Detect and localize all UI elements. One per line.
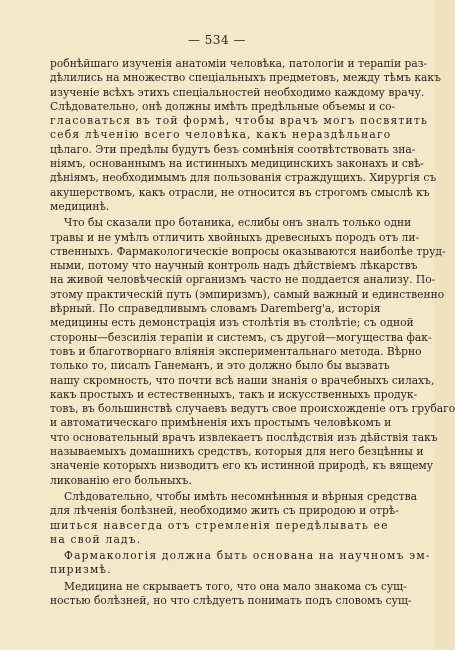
text-line: робнѣйшаго изученія анатоміи человѣка, патологіи и терапіи раз-: [50, 57, 428, 70]
text-line: гласоваться въ той формѣ, чтобы врачъ могъ посвятить: [50, 114, 428, 128]
text-line: цѣлаго. Эти предѣлы будутъ безъ сомнѣнія соотвѣтствовать зна-: [50, 142, 416, 156]
text-line: дѣніямъ, необходимымъ для пользованія страждущихъ. Хирургія съ: [50, 171, 437, 185]
text-line: на живой человѣческій организмъ часто не поддается анализу. По-: [50, 273, 436, 287]
text-line: стороны—безсилія терапіи и системъ, съ другой—могущества фак-: [50, 330, 432, 344]
text-line: шиться навсегда отъ стремленія передѣлывать ее: [50, 518, 389, 532]
text-line: называемыхъ домашнихъ средствъ, которыя для него безцѣнны и: [50, 445, 424, 459]
text-line: травы и не умѣлъ отличить хвойныхъ древесныхъ породъ отъ ли-: [50, 230, 420, 244]
text-line: вѣрный. По справедливымъ словамъ Daremberg'а, исторія: [50, 302, 381, 316]
paragraph-3: [50, 489, 418, 547]
text-line: значеніе которыхъ низводитъ его къ истинной природѣ, къ вящему: [50, 459, 434, 473]
text-line: товъ и благотворнаго вліянія экспериментальнаго метода. Вѣрно: [50, 344, 422, 358]
text-line: Слѣдовательно, чтобы имѣть несомнѣнныя и вѣрныя средства: [64, 489, 418, 503]
text-line: этому практическій путь (эмпиризмъ), самый важный и единственно: [50, 287, 445, 301]
text-line: медицинѣ.: [50, 199, 110, 213]
text-line: ными, потому что научный контроль надъ дѣйствіемъ лѣкарствъ: [50, 259, 418, 273]
paragraph-2: [50, 216, 455, 488]
text-line: Что бы сказали про ботаника, еслибы онъ зналъ только одни: [64, 216, 412, 230]
text-line: нашу скромность, что почти всѣ наши знанія о врачебныхъ силахъ,: [50, 373, 435, 387]
text-line: и автоматическаго примѣненія ихъ простымъ человѣкомъ и: [50, 416, 392, 430]
text-line: только то, писалъ Ганеманъ, и это должно было бы вызвать: [50, 359, 390, 373]
text-line: что основательный врачъ извлекаетъ послѣдствія изъ дѣйствія такъ: [50, 430, 438, 444]
text-line: на свой ладъ.: [50, 532, 142, 546]
text-line: какъ простыхъ и естественныхъ, такъ и искусственныхъ продук-: [50, 387, 418, 401]
page-number: — 534 —: [187, 33, 247, 47]
text-line: товъ, въ большинствѣ случаевъ ведутъ свое происхожденіе отъ грубаго: [50, 402, 455, 416]
text-line: изученіе всѣхъ этихъ спеціальностей необходимо каждому врачу.: [50, 85, 425, 99]
body-text: [50, 57, 455, 610]
paragraph-5: [50, 579, 412, 609]
text-line: ственныхъ. Фармакологическіе вопросы оказываются наиболѣе труд-: [50, 244, 446, 258]
text-line: ностью болѣзней, но что слѣдуетъ понимать подъ словомъ сущ-: [50, 593, 412, 607]
text-line: ликованію его больныхъ.: [50, 473, 192, 487]
paragraph-4: [50, 549, 431, 578]
text-line: пиризмѣ.: [50, 563, 112, 577]
text-line: ніямъ, основаннымъ на истинныхъ медицинскихъ законахъ и свѣ-: [50, 157, 424, 171]
text-line: Медицина не скрываетъ того, что она мало знакома съ сущ-: [64, 579, 407, 593]
text-line: себя лѣченію всего человѣка, какъ нераздѣльнаго: [50, 128, 392, 142]
text-line: медицины есть демонстрація изъ столѣтія въ столѣтіе; съ одной: [50, 316, 414, 330]
text-line: дѣлились на множество спеціальныхъ предметовъ, между тѣмъ какъ: [50, 71, 441, 85]
paragraph-1: [50, 57, 441, 214]
text-line: для лѣченія болѣзней, необходимо жить съ природою и отрѣ-: [50, 504, 399, 518]
text-line: Фармакологія должна быть основана на научномъ эм-: [64, 549, 431, 563]
text-line: акушерствомъ, какъ отрасли, не относится въ строгомъ смыслѣ къ: [50, 185, 430, 199]
text-line: Слѣдовательно, онѣ должны имѣть предѣльные объемы и со-: [50, 99, 396, 113]
